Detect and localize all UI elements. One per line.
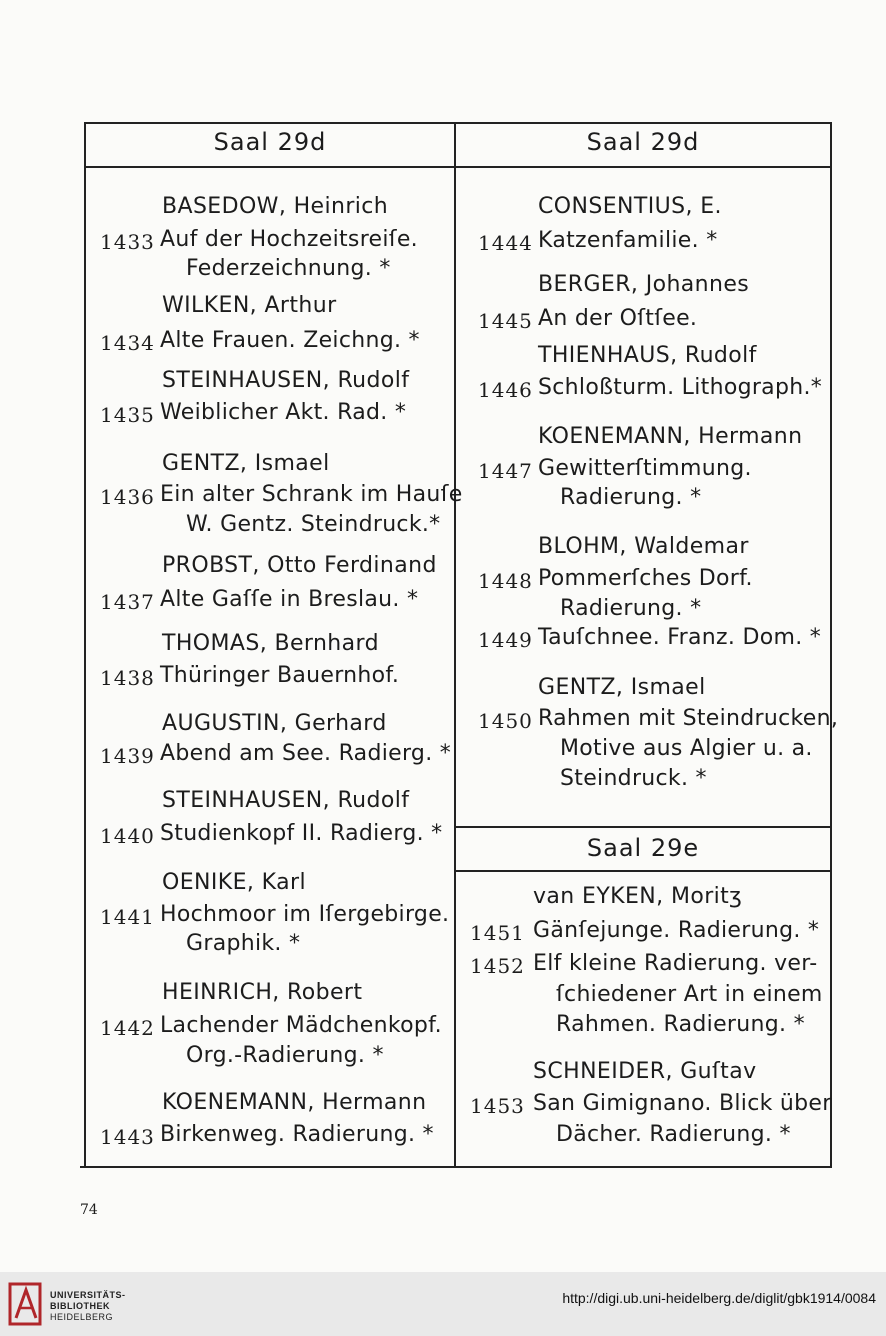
frame-right-rule (830, 122, 832, 1168)
artwork-title: Alte Frauen. Zeichng. * (160, 328, 420, 353)
source-url-link[interactable]: http://digi.ub.uni-heidelberg.de/diglit/gbk1914/0084 (562, 1290, 876, 1306)
catalog-number: 1447 (478, 459, 533, 483)
catalog-number: 1443 (100, 1125, 155, 1149)
frame-bottom-rule (80, 1166, 832, 1168)
artwork-title: Alte Gaſſe in Breslau. * (160, 587, 419, 612)
artist-name: BLOHM, Waldemar (538, 534, 749, 559)
artwork-title: Lachender Mädchenkopf. (160, 1013, 442, 1038)
artwork-title-continued: Rahmen. Radierung. * (556, 1012, 805, 1037)
artwork-title: Gewitterſtimmung. (538, 456, 752, 481)
artwork-title: Pommerſches Dorf. (538, 566, 753, 591)
artwork-title: Hochmoor im Iſergebirge. (160, 902, 450, 927)
right-header-rule (454, 166, 832, 168)
logo-text-line-1: UNIVERSITÄTS- (50, 1290, 126, 1300)
artwork-title-continued: Motive aus Algier u. a. (560, 736, 813, 761)
artwork-title: An der Oſtſee. (538, 306, 698, 331)
artwork-title: Ein alter Schrank im Hauſe (160, 482, 463, 507)
catalog-number: 1434 (100, 331, 155, 355)
artwork-title: Thüringer Bauernhof. (160, 663, 400, 688)
right-column-header: Saal 29d (586, 128, 700, 156)
artwork-title-continued: Graphik. * (186, 931, 301, 956)
artist-name: GENTZ, Ismael (162, 451, 330, 476)
artwork-title-continued: Dächer. Radierung. * (556, 1122, 791, 1147)
artist-name: THIENHAUS, Rudolf (538, 343, 757, 368)
artist-name: BASEDOW, Heinrich (162, 194, 389, 219)
artwork-title-continued: Org.-Radierung. * (186, 1043, 384, 1068)
catalog-number: 1438 (100, 666, 155, 690)
artist-name: AUGUSTIN, Gerhard (162, 711, 387, 736)
artwork-title-continued: Federzeichnung. * (186, 256, 391, 281)
artist-name: KOENEMANN, Hermann (162, 1090, 427, 1115)
artwork-title: Gänſejunge. Radierung. * (533, 918, 820, 943)
artist-name: CONSENTIUS, E. (538, 194, 722, 219)
artwork-title: Studienkopf II. Radierg. * (160, 821, 443, 846)
artwork-title: Birkenweg. Radierung. * (160, 1122, 434, 1147)
artwork-title: Katzenfamilie. * (538, 228, 718, 253)
catalog-number: 1445 (478, 309, 533, 333)
artist-name: THOMAS, Bernhard (162, 631, 379, 656)
left-column-header: Saal 29d (213, 128, 327, 156)
artist-name: SCHNEIDER, Guſtav (533, 1059, 757, 1084)
catalog-number: 1450 (478, 709, 533, 733)
artwork-title-continued: Radierung. * (560, 485, 702, 510)
catalog-number: 1437 (100, 590, 155, 614)
right-subheader-rule (454, 870, 832, 872)
artwork-title: San Gimignano. Blick über (533, 1091, 832, 1116)
artwork-title: Elf kleine Radierung. ver- (533, 951, 818, 976)
catalog-number: 1452 (470, 954, 525, 978)
frame-mid-rule (454, 122, 456, 1168)
artist-name: KOENEMANN, Hermann (538, 424, 803, 449)
artist-name: STEINHAUSEN, Rudolf (162, 368, 410, 393)
library-logo-icon (8, 1280, 44, 1328)
catalog-number: 1449 (478, 628, 533, 652)
artwork-title: Auf der Hochzeitsreiſe. (160, 227, 418, 252)
catalog-number: 1442 (100, 1016, 155, 1040)
artist-name: WILKEN, Arthur (162, 293, 337, 318)
logo-text-line-2: BIBLIOTHEK (50, 1301, 110, 1311)
artist-name: OENIKE, Karl (162, 870, 306, 895)
catalog-number: 1451 (470, 921, 525, 945)
artwork-title: Schloßturm. Lithograph.* (538, 375, 823, 400)
catalog-number: 1448 (478, 569, 533, 593)
catalog-number: 1435 (100, 403, 155, 427)
artist-name: van EYKEN, Moritʒ (533, 884, 743, 909)
catalog-number: 1436 (100, 485, 155, 509)
catalog-number: 1453 (470, 1094, 525, 1118)
left-header-rule (84, 166, 456, 168)
page-number: 74 (80, 1202, 98, 1218)
artist-name: STEINHAUSEN, Rudolf (162, 788, 410, 813)
frame-top-rule (84, 122, 832, 124)
artwork-title: Weiblicher Akt. Rad. * (160, 400, 407, 425)
artwork-title-continued: W. Gentz. Steindruck.* (186, 512, 441, 537)
artist-name: PROBST, Otto Ferdinand (162, 553, 437, 578)
catalog-number: 1440 (100, 824, 155, 848)
artwork-title-continued: Steindruck. * (560, 766, 707, 791)
catalog-number: 1441 (100, 905, 155, 929)
artwork-title: Tauſchnee. Franz. Dom. * (538, 625, 822, 650)
artwork-title-continued: ſchiedener Art in einem (556, 982, 823, 1007)
artist-name: BERGER, Johannes (538, 272, 750, 297)
artist-name: HEINRICH, Robert (162, 980, 363, 1005)
artwork-title: Rahmen mit Steindrucken, (538, 706, 839, 731)
catalog-number: 1446 (478, 378, 533, 402)
frame-left-rule (84, 122, 86, 1168)
artwork-title: Abend am See. Radierg. * (160, 741, 452, 766)
catalog-number: 1433 (100, 230, 155, 254)
catalog-number: 1444 (478, 231, 533, 255)
catalog-number: 1439 (100, 744, 155, 768)
logo-text-line-3: HEIDELBERG (50, 1312, 114, 1322)
artist-name: GENTZ, Ismael (538, 675, 706, 700)
right-mid-rule (454, 826, 832, 828)
right-subsection-header: Saal 29e (586, 834, 700, 862)
artwork-title-continued: Radierung. * (560, 596, 702, 621)
